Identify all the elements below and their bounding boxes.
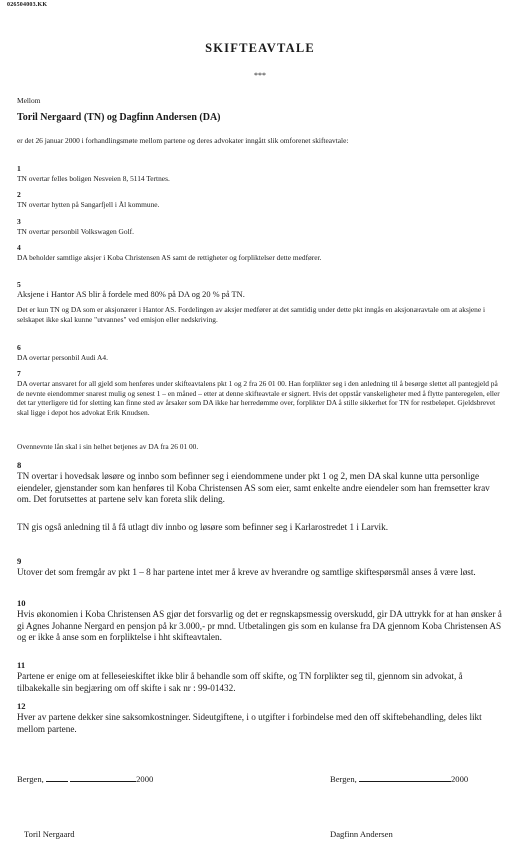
section-text: DA overtar ansvaret for all gjeld som henføres under skifteavtalens pkt 1 og 2 fra 26 01 00. Han forplikter seg i den anledning til å besørge slettet all pantegjeld på de nevnte eiendommer snarest mulig og senest 1 – en måned – etter at denne skifteavtale er signert. Hvis det oppstår vanskeligheter med å flytte panteregelen, eller det tar ytterligere tid for sletting kan finne sted av årsaker som DA ikke har herredømme over, forplikter DA å stille sikkerhet for TN for restbeløpet. Gjeldsbrevet skal ligge i depot hos advokat Erik Knudsen. (17, 378, 500, 418)
section-5-paragraph-2: Det er kun TN og DA som er aksjonærer i Hantor AS. Fordelingen av aksjer medfører at det samtidig under dette pkt inngås en aksjonæravtale om at aksjene i selskapet ikke skal kunne "utvannes" ved emisjon eller nedskriving. (17, 305, 486, 324)
section-4 (17, 243, 505, 263)
section-8-paragraph-2: TN gis også anledning til å få utlagt div innbo og løsøre som befinner seg i Karlarostredet 1 i Larvik. (17, 522, 388, 532)
section-number: 2 (17, 190, 21, 199)
place-label: Bergen, (17, 774, 44, 784)
section-8 (17, 460, 505, 506)
section-number: 4 (17, 243, 21, 252)
day-blank (46, 773, 68, 782)
date-blank (359, 773, 451, 782)
section-text: DA beholder samtlige aksjer i Koba Christensen AS samt de rettigheter og forpliktelser dette medfører. (17, 252, 322, 262)
intro-paragraph: er det 26 januar 2000 i forhandlingsmøte mellom partene og deres advokater inngått slik omforenet skifteavtale: (17, 136, 349, 145)
section-2 (17, 190, 505, 210)
section-7-paragraph-2: Ovennevnte lån skal i sin helhet betjenes av DA fra 26 01 00. (17, 442, 199, 451)
section-number: 8 (17, 460, 22, 470)
place-label: Bergen, (330, 774, 357, 784)
section-11 (17, 660, 505, 694)
section-9 (17, 556, 505, 579)
section-10 (17, 598, 505, 644)
section-text: TN overtar personbil Volkswagen Golf. (17, 226, 134, 236)
section-number: 1 (17, 164, 21, 173)
section-text: Partene er enige om at felleseieskiftet ikke blir å behandle som off skifte, og TN forplikter seg til, gjennom sin advokat, å tilbakekalle sin begjæring om off skifte i sak nr : 99-01432. (17, 671, 463, 693)
section-3 (17, 217, 505, 237)
section-number: 9 (17, 556, 22, 566)
signature-date-right (330, 773, 468, 784)
section-number: 7 (17, 369, 21, 378)
month-blank (70, 773, 136, 782)
section-6 (17, 343, 505, 363)
parties-line: Toril Nergaard (TN) og Dagfinn Andersen (DA) (17, 112, 221, 123)
section-text: Hver av partene dekker sine saksomkostninger. Sideutgiftene, i o utgifter i forbindelse med den off skiftebehandling, deles likt mellom partene. (17, 712, 482, 734)
signatory-left: Toril Nergaard (24, 829, 75, 839)
between-label: Mellom (17, 96, 41, 105)
section-12 (17, 701, 505, 735)
document-reference: 026504003.KK (7, 2, 48, 8)
section-text: TN overtar hytten på Sangarfjell i Ål kommune. (17, 199, 160, 209)
section-number: 6 (17, 343, 21, 352)
section-number: 11 (17, 660, 26, 670)
section-text: Utover det som fremgår av pkt 1 – 8 har partene intet mer å kreve av hverandre og samtlige skiftespørsmål anses å være løst. (17, 567, 476, 578)
year-label: 2000 (450, 774, 469, 784)
section-5 (17, 280, 505, 300)
title-separator: *** (254, 71, 266, 80)
year-label: 2000 (136, 774, 154, 784)
section-text: TN overtar felles boligen Nesveien 8, 5114 Tertnes. (17, 173, 170, 183)
signatory-right: Dagfinn Andersen (330, 829, 393, 839)
section-text: Aksjene i Hantor AS blir å fordele med 80% på DA og 20 % på TN. (17, 289, 245, 299)
document-title: SKIFTEAVTALE (205, 41, 315, 55)
section-number: 3 (17, 217, 21, 226)
section-number: 12 (17, 701, 26, 711)
section-7 (17, 369, 505, 418)
section-number: 5 (17, 280, 21, 289)
section-text: Hvis økonomien i Koba Christensen AS gjør det forsvarlig og det er regnskapsmessig overskudd, gir DA uttrykk for at han ønsker å gi Agnes Johanne Nergard en pensjon på kr 3.000,- pr mnd. Utbetalingen gis som en kulanse fra DA gjennom Koba Christensen AS og er ikke å anse som en forpliktelse i hht skifteavtalen. (17, 609, 502, 643)
section-text: DA overtar personbil Audi A4. (17, 352, 108, 362)
section-text: TN overtar i hovedsak løsøre og innbo som befinner seg i eiendommene under pkt 1 og 2, men DA skal kunne utta personlige eiendeler, gjenstander som kan henføres til Koba Christensen AS som eier, samt enkelte andre eiendeler som han fremsetter krav om. Det forutsettes at partene selv kan foreta slik deling. (17, 471, 490, 505)
section-1 (17, 164, 505, 184)
signature-date-left (17, 773, 153, 784)
section-number: 10 (17, 598, 26, 608)
